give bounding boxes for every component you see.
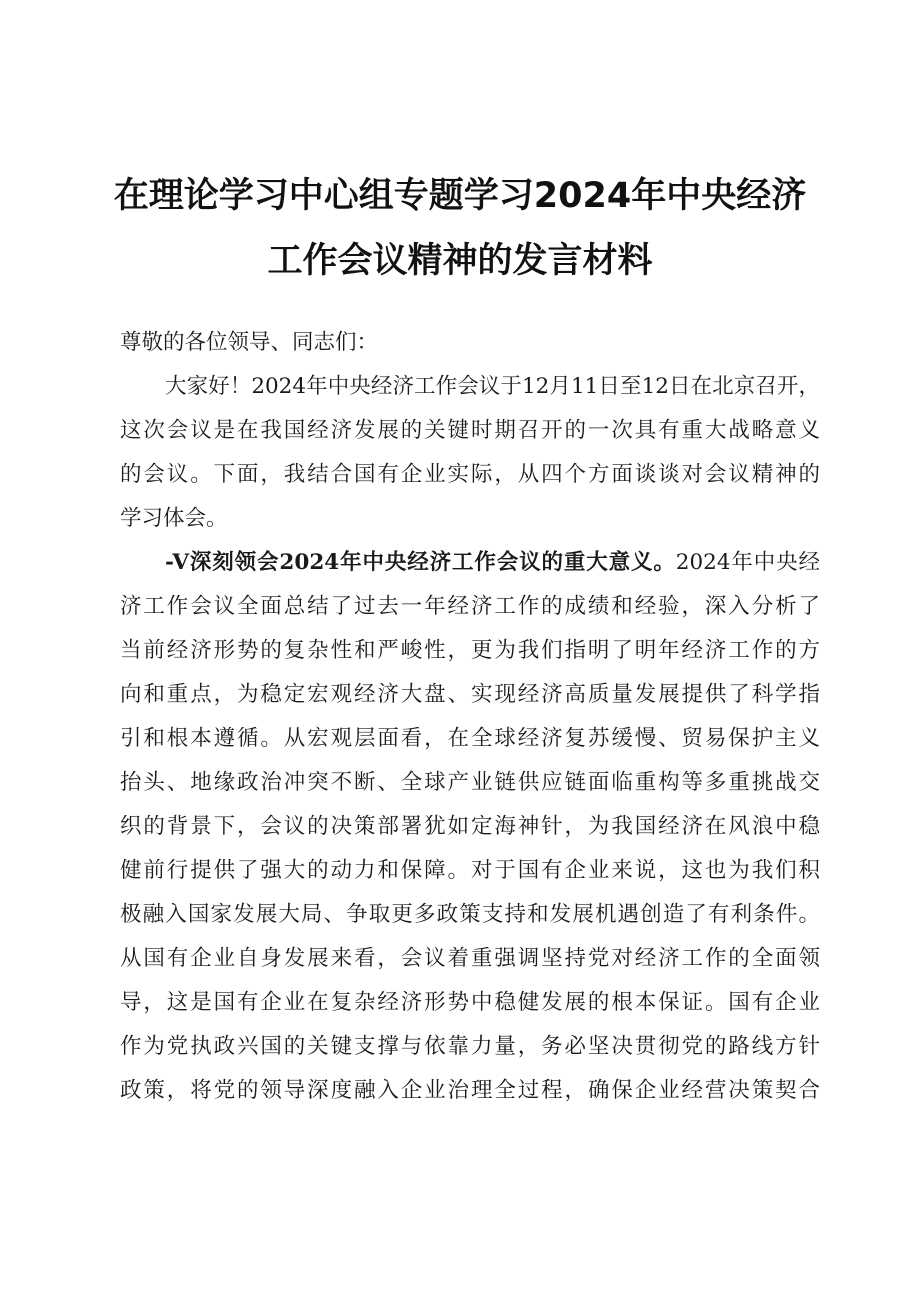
paragraph-2-line-3: 当前经济形势的复杂性和严峻性，更为我们指明了明年经济工作的方: [120, 638, 820, 663]
paragraph-2-line-9: 极融入国家发展大局、争取更多政策支持和发展机遇创造了有利条件。: [120, 902, 820, 927]
paragraph-2-line-6: 抬头、地缘政治冲突不断、全球产业链供应链面临重构等多重挑战交: [120, 770, 820, 795]
paragraph-2-line-7: 织的背景下，会议的决策部署犹如定海神针，为我国经济在风浪中稳: [120, 814, 820, 839]
section-heading: -V深刻领会2024年中央经济工作会议的重大意义。: [165, 550, 676, 575]
paragraph-2-line-1: [165, 548, 820, 578]
document-title-line-1: 在理论学习中心组专题学习2024年中央经济: [113, 176, 807, 216]
paragraph-2-line-12: 作为党执政兴国的关键支撑与依靠力量，务必坚决贯彻党的路线方针: [120, 1034, 820, 1059]
paragraph-1-line-2: 这次会议是在我国经济发展的关键时期召开的一次具有重大战略意义: [120, 418, 820, 443]
paragraph-1-line-1: 大家好！2024年中央经济工作会议于12月11日至12日在北京召开，: [165, 374, 820, 399]
paragraph-2-line-4: 向和重点，为稳定宏观经济大盘、实现经济高质量发展提供了科学指: [120, 682, 820, 707]
paragraph-2-line-8: 健前行提供了强大的动力和保障。对于国有企业来说，这也为我们积: [120, 858, 820, 883]
paragraph-2-line-5: 引和根本遵循。从宏观层面看，在全球经济复苏缓慢、贸易保护主义: [120, 726, 820, 751]
paragraph-1-line-4: 学习体会。: [120, 506, 228, 531]
paragraph-2-line-10: 从国有企业自身发展来看，会议着重强调坚持党对经济工作的全面领: [120, 946, 820, 971]
paragraph-2-line-11: 导，这是国有企业在复杂经济形势中稳健发展的根本保证。国有企业: [120, 990, 820, 1015]
paragraph-2-line-1-rest: 2024年中央经: [675, 550, 821, 575]
paragraph-2-line-2: 济工作会议全面总结了过去一年经济工作的成绩和经验，深入分析了: [120, 594, 820, 619]
paragraph-2-line-13: 政策，将党的领导深度融入企业治理全过程，确保企业经营决策契合: [120, 1078, 820, 1103]
paragraph-1-line-3: 的会议。下面，我结合国有企业实际，从四个方面谈谈对会议精神的: [120, 462, 820, 487]
document-title-line-2: 工作会议精神的发言材料: [267, 241, 653, 281]
salutation: 尊敬的各位领导、同志们：: [120, 330, 379, 355]
